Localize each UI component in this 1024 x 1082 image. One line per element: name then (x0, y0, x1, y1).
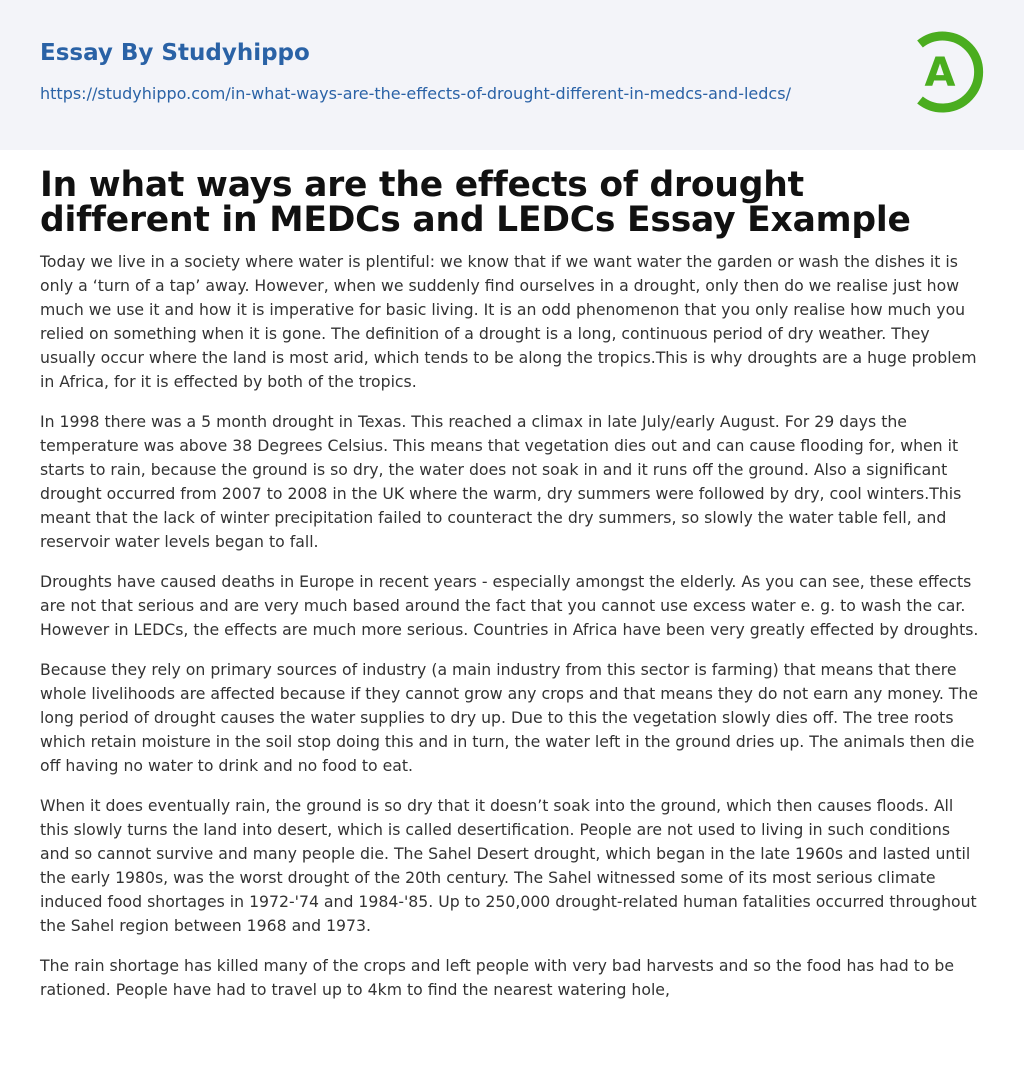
essay-body (40, 250, 984, 1002)
essay-paragraph: Today we live in a society where water is plentiful: we know that if we want water the garden or wash the dishes it is only a ‘turn of a tap’ away. However, when we suddenly find ourselves in a drought, only then do we realise just how much we use it and how it is imperative for basic living. It is an odd phenomenon that you only realise how much you relied on something when it is gone. The definition of a drought is a long, continuous period of dry weather. They usually occur where the land is most arid, which tends to be along the tropics.This is why droughts are a huge problem in Africa, for it is effected by both of the tropics. (40, 252, 977, 391)
logo-letter: A (924, 50, 956, 96)
studyhippo-logo-icon[interactable] (908, 28, 988, 116)
essay-paragraph: Droughts have caused deaths in Europe in recent years - especially amongst the elderly. As you can see, these effects are not that serious and are very much based around the fact that you cannot use excess water e. g. to wash the car. However in LEDCs, the effects are much more serious. Countries in Africa have been very greatly effected by droughts. (40, 572, 979, 639)
site-header (0, 0, 1024, 150)
essay-paragraph: In 1998 there was a 5 month drought in Texas. This reached a climax in late July/early August. For 29 days the temperature was above 38 Degrees Celsius. This means that vegetation dies out and can cause flooding for, when it starts to rain, because the ground is so dry, the water does not soak in and it runs off the ground. Also a significant drought occurred from 2007 to 2008 in the UK where the warm, dry summers were followed by dry, cool winters.This meant that the lack of winter precipitation failed to counteract the dry summers, so slowly the water table fell, and reservoir water levels began to fall. (40, 412, 962, 551)
essay-content (0, 150, 1024, 1002)
essay-title: In what ways are the effects of drought different in MEDCs and LEDCs Essay Example (40, 165, 911, 240)
essay-paragraph: When it does eventually rain, the ground is so dry that it doesn’t soak into the ground, which then causes floods. All this slowly turns the land into desert, which is called desertification. People are not used to living in such conditions and so cannot survive and many people die. The Sahel Desert drought, which began in the late 1960s and lasted until the early 1980s, was the worst drought of the 20th century. The Sahel witnessed some of its most serious climate induced food shortages in 1972-'74 and 1984-'85. Up to 250,000 drought-related human fatalities occurred throughout the Sahel region between 1968 and 1973. (40, 796, 977, 935)
essay-url-link[interactable]: https://studyhippo.com/in-what-ways-are-the-effects-of-drought-different-in-medcs-and-ledcs/ (40, 84, 791, 103)
site-brand[interactable]: Essay By Studyhippo (40, 40, 310, 66)
essay-paragraph: The rain shortage has killed many of the crops and left people with very bad harvests and so the food has had to be rationed. People have had to travel up to 4km to find the nearest watering hole, (40, 956, 955, 999)
essay-paragraph: Because they rely on primary sources of industry (a main industry from this sector is farming) that means that there whole livelihoods are affected because if they cannot grow any crops and that means they do not earn any money. The long period of drought causes the water supplies to dry up. Due to this the vegetation slowly dies off. The tree roots which retain moisture in the soil stop doing this and in turn, the water left in the ground dries up. The animals then die off having no water to drink and no food to eat. (40, 660, 978, 775)
